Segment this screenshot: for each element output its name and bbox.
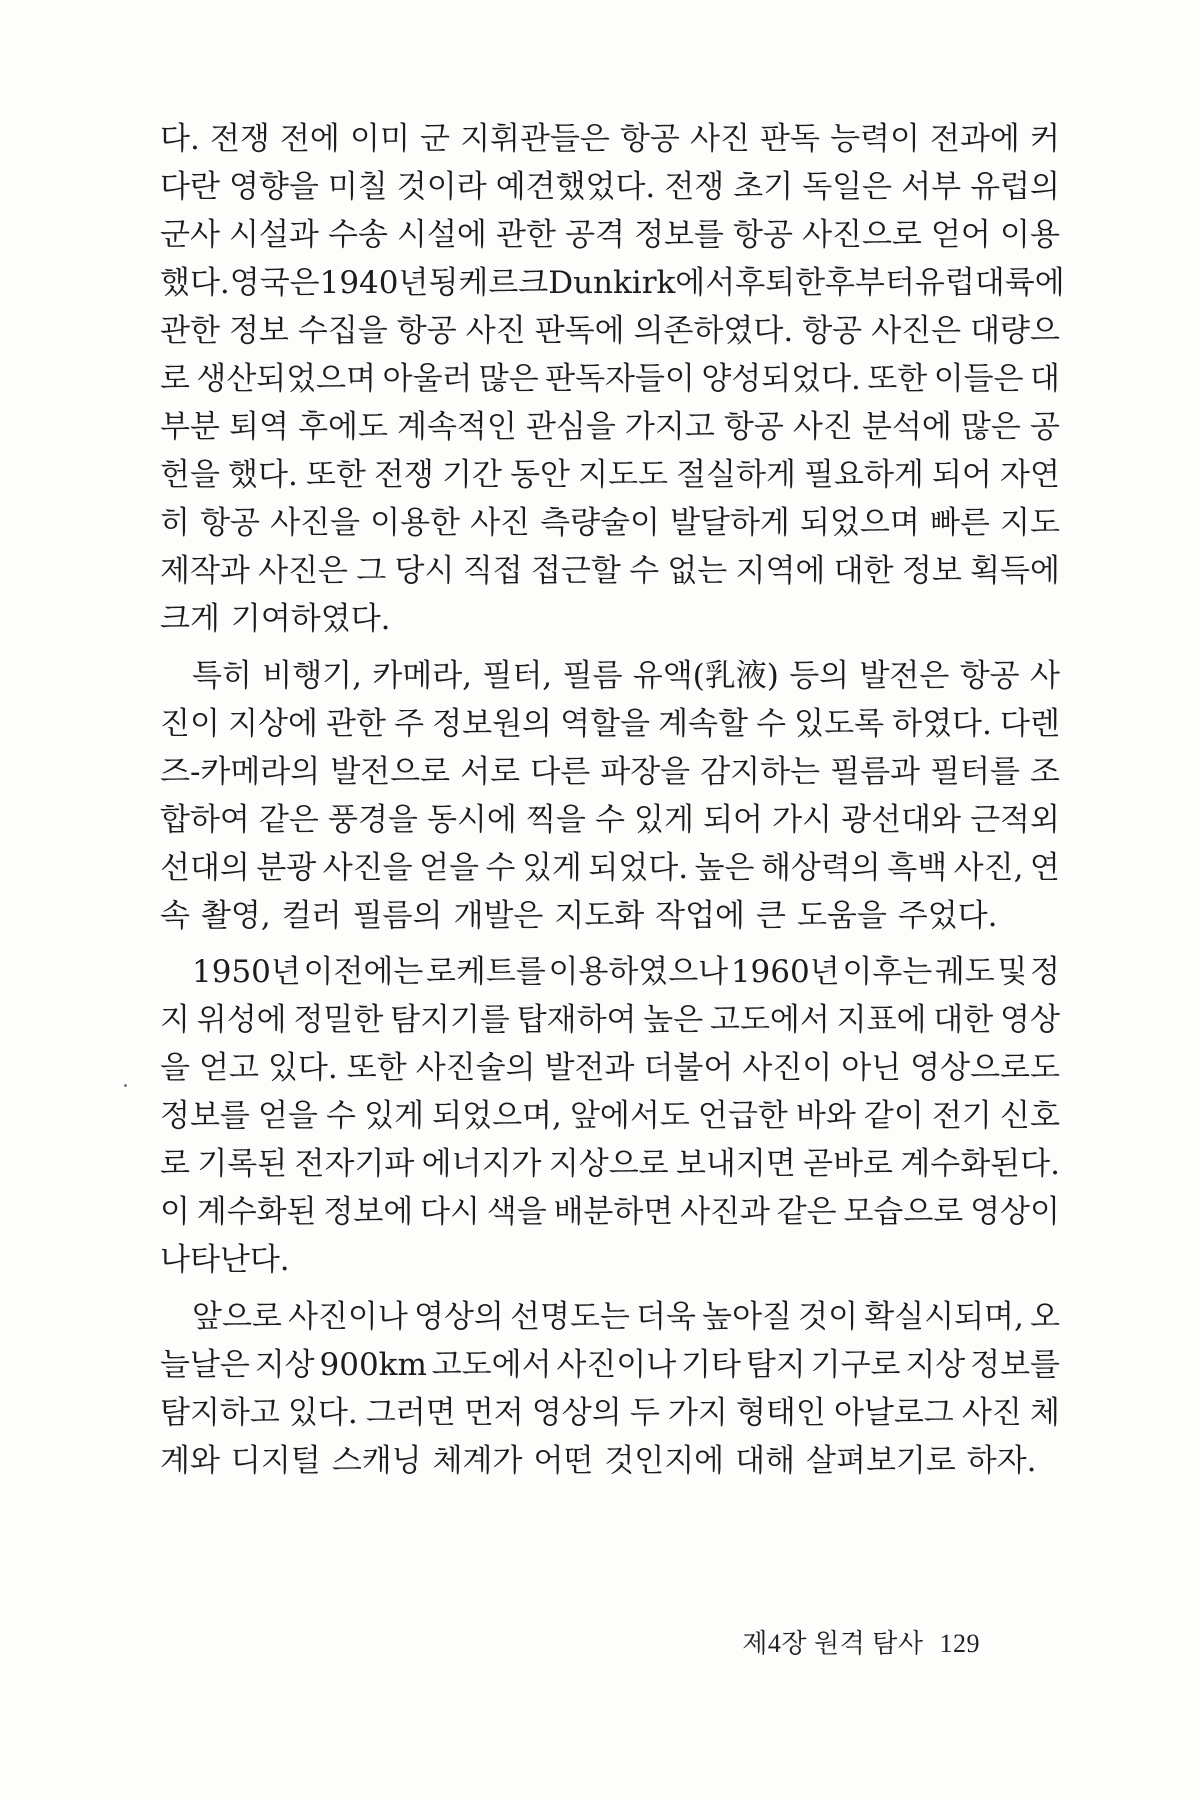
text-line: 했다. 영국은 1940년 됭케르크Dunkirk에서 후퇴한 후부터 유럽 대륙에 xyxy=(160,265,1065,301)
page-number: 129 xyxy=(939,1629,980,1658)
text-line: 로 기록된 전자기파 에너지가 지상으로 보내지면 곧바로 계수화된다. xyxy=(160,1146,1060,1182)
text-line: 정보를 얻을 수 있게 되었으며, 앞에서도 언급한 바와 같이 전기 신호 xyxy=(160,1098,1060,1134)
paragraph xyxy=(160,1293,1060,1485)
text-line: 특히 비행기, 카메라, 필터, 필름 유액(乳液) 등의 발전은 항공 사 xyxy=(192,658,1060,694)
text-line: 을 얻고 있다. 또한 사진술의 발전과 더불어 사진이 아닌 영상으로도 xyxy=(160,1050,1060,1086)
paragraph xyxy=(160,948,1060,1284)
chapter-title: 제4장 원격 탐사 xyxy=(742,1629,924,1658)
scan-speck xyxy=(124,1084,127,1087)
text-line: 즈-카메라의 발전으로 서로 다른 파장을 감지하는 필름과 필터를 조 xyxy=(160,754,1060,790)
paragraph xyxy=(160,652,1060,940)
text-line: 크게 기여하였다. xyxy=(160,601,391,637)
text-line: 나타난다. xyxy=(160,1242,290,1278)
text-line: 속 촬영, 컬러 필름의 개발은 지도화 작업에 큰 도움을 주었다. xyxy=(160,898,998,934)
text-line: 다란 영향을 미칠 것이라 예견했었다. 전쟁 초기 독일은 서부 유럽의 xyxy=(160,169,1060,205)
text-line: 지 위성에 정밀한 탐지기를 탑재하여 높은 고도에서 지표에 대한 영상 xyxy=(160,1002,1060,1038)
text-line: 로 생산되었으며 아울러 많은 판독자들이 양성되었다. 또한 이들은 대 xyxy=(160,361,1060,397)
text-line: 부분 퇴역 후에도 계속적인 관심을 가지고 항공 사진 분석에 많은 공 xyxy=(160,409,1060,445)
text-line: 선대의 분광 사진을 얻을 수 있게 되었다. 높은 해상력의 흑백 사진, 연 xyxy=(160,850,1060,886)
text-line: 이 계수화된 정보에 다시 색을 배분하면 사진과 같은 모습으로 영상이 xyxy=(160,1194,1060,1230)
text-line: 다. 전쟁 전에 이미 군 지휘관들은 항공 사진 판독 능력이 전과에 커 xyxy=(160,121,1060,157)
text-line: 합하여 같은 풍경을 동시에 찍을 수 있게 되어 가시 광선대와 근적외 xyxy=(160,802,1060,838)
text-line: 제작과 사진은 그 당시 직접 접근할 수 없는 지역에 대한 정보 획득에 xyxy=(160,553,1060,589)
paragraph xyxy=(160,115,1065,643)
body-text xyxy=(160,115,1065,1485)
page-footer xyxy=(742,1623,980,1660)
text-line: 히 항공 사진을 이용한 사진 측량술이 발달하게 되었으며 빠른 지도 xyxy=(160,505,1060,541)
text-line: 탐지하고 있다. 그러면 먼저 영상의 두 가지 형태인 아날로그 사진 체 xyxy=(160,1395,1060,1431)
text-line: 앞으로 사진이나 영상의 선명도는 더욱 높아질 것이 확실시되며, 오 xyxy=(192,1299,1060,1335)
text-line: 관한 정보 수집을 항공 사진 판독에 의존하였다. 항공 사진은 대량으 xyxy=(160,313,1060,349)
text-line: 헌을 했다. 또한 전쟁 기간 동안 지도도 절실하게 필요하게 되어 자연 xyxy=(160,457,1060,493)
text-line: 군사 시설과 수송 시설에 관한 공격 정보를 항공 사진으로 얻어 이용 xyxy=(160,217,1060,253)
text-line: 늘날은 지상 900km 고도에서 사진이나 기타 탐지 기구로 지상 정보를 xyxy=(160,1347,1060,1383)
text-line: 계와 디지털 스캐닝 체계가 어떤 것인지에 대해 살펴보기로 하자. xyxy=(160,1443,1037,1479)
text-line: 진이 지상에 관한 주 정보원의 역할을 계속할 수 있도록 하였다. 다렌 xyxy=(160,706,1060,742)
text-line: 1950년 이전에는 로케트를 이용하였으나 1960년 이후는 궤도 및 정 xyxy=(192,954,1060,990)
